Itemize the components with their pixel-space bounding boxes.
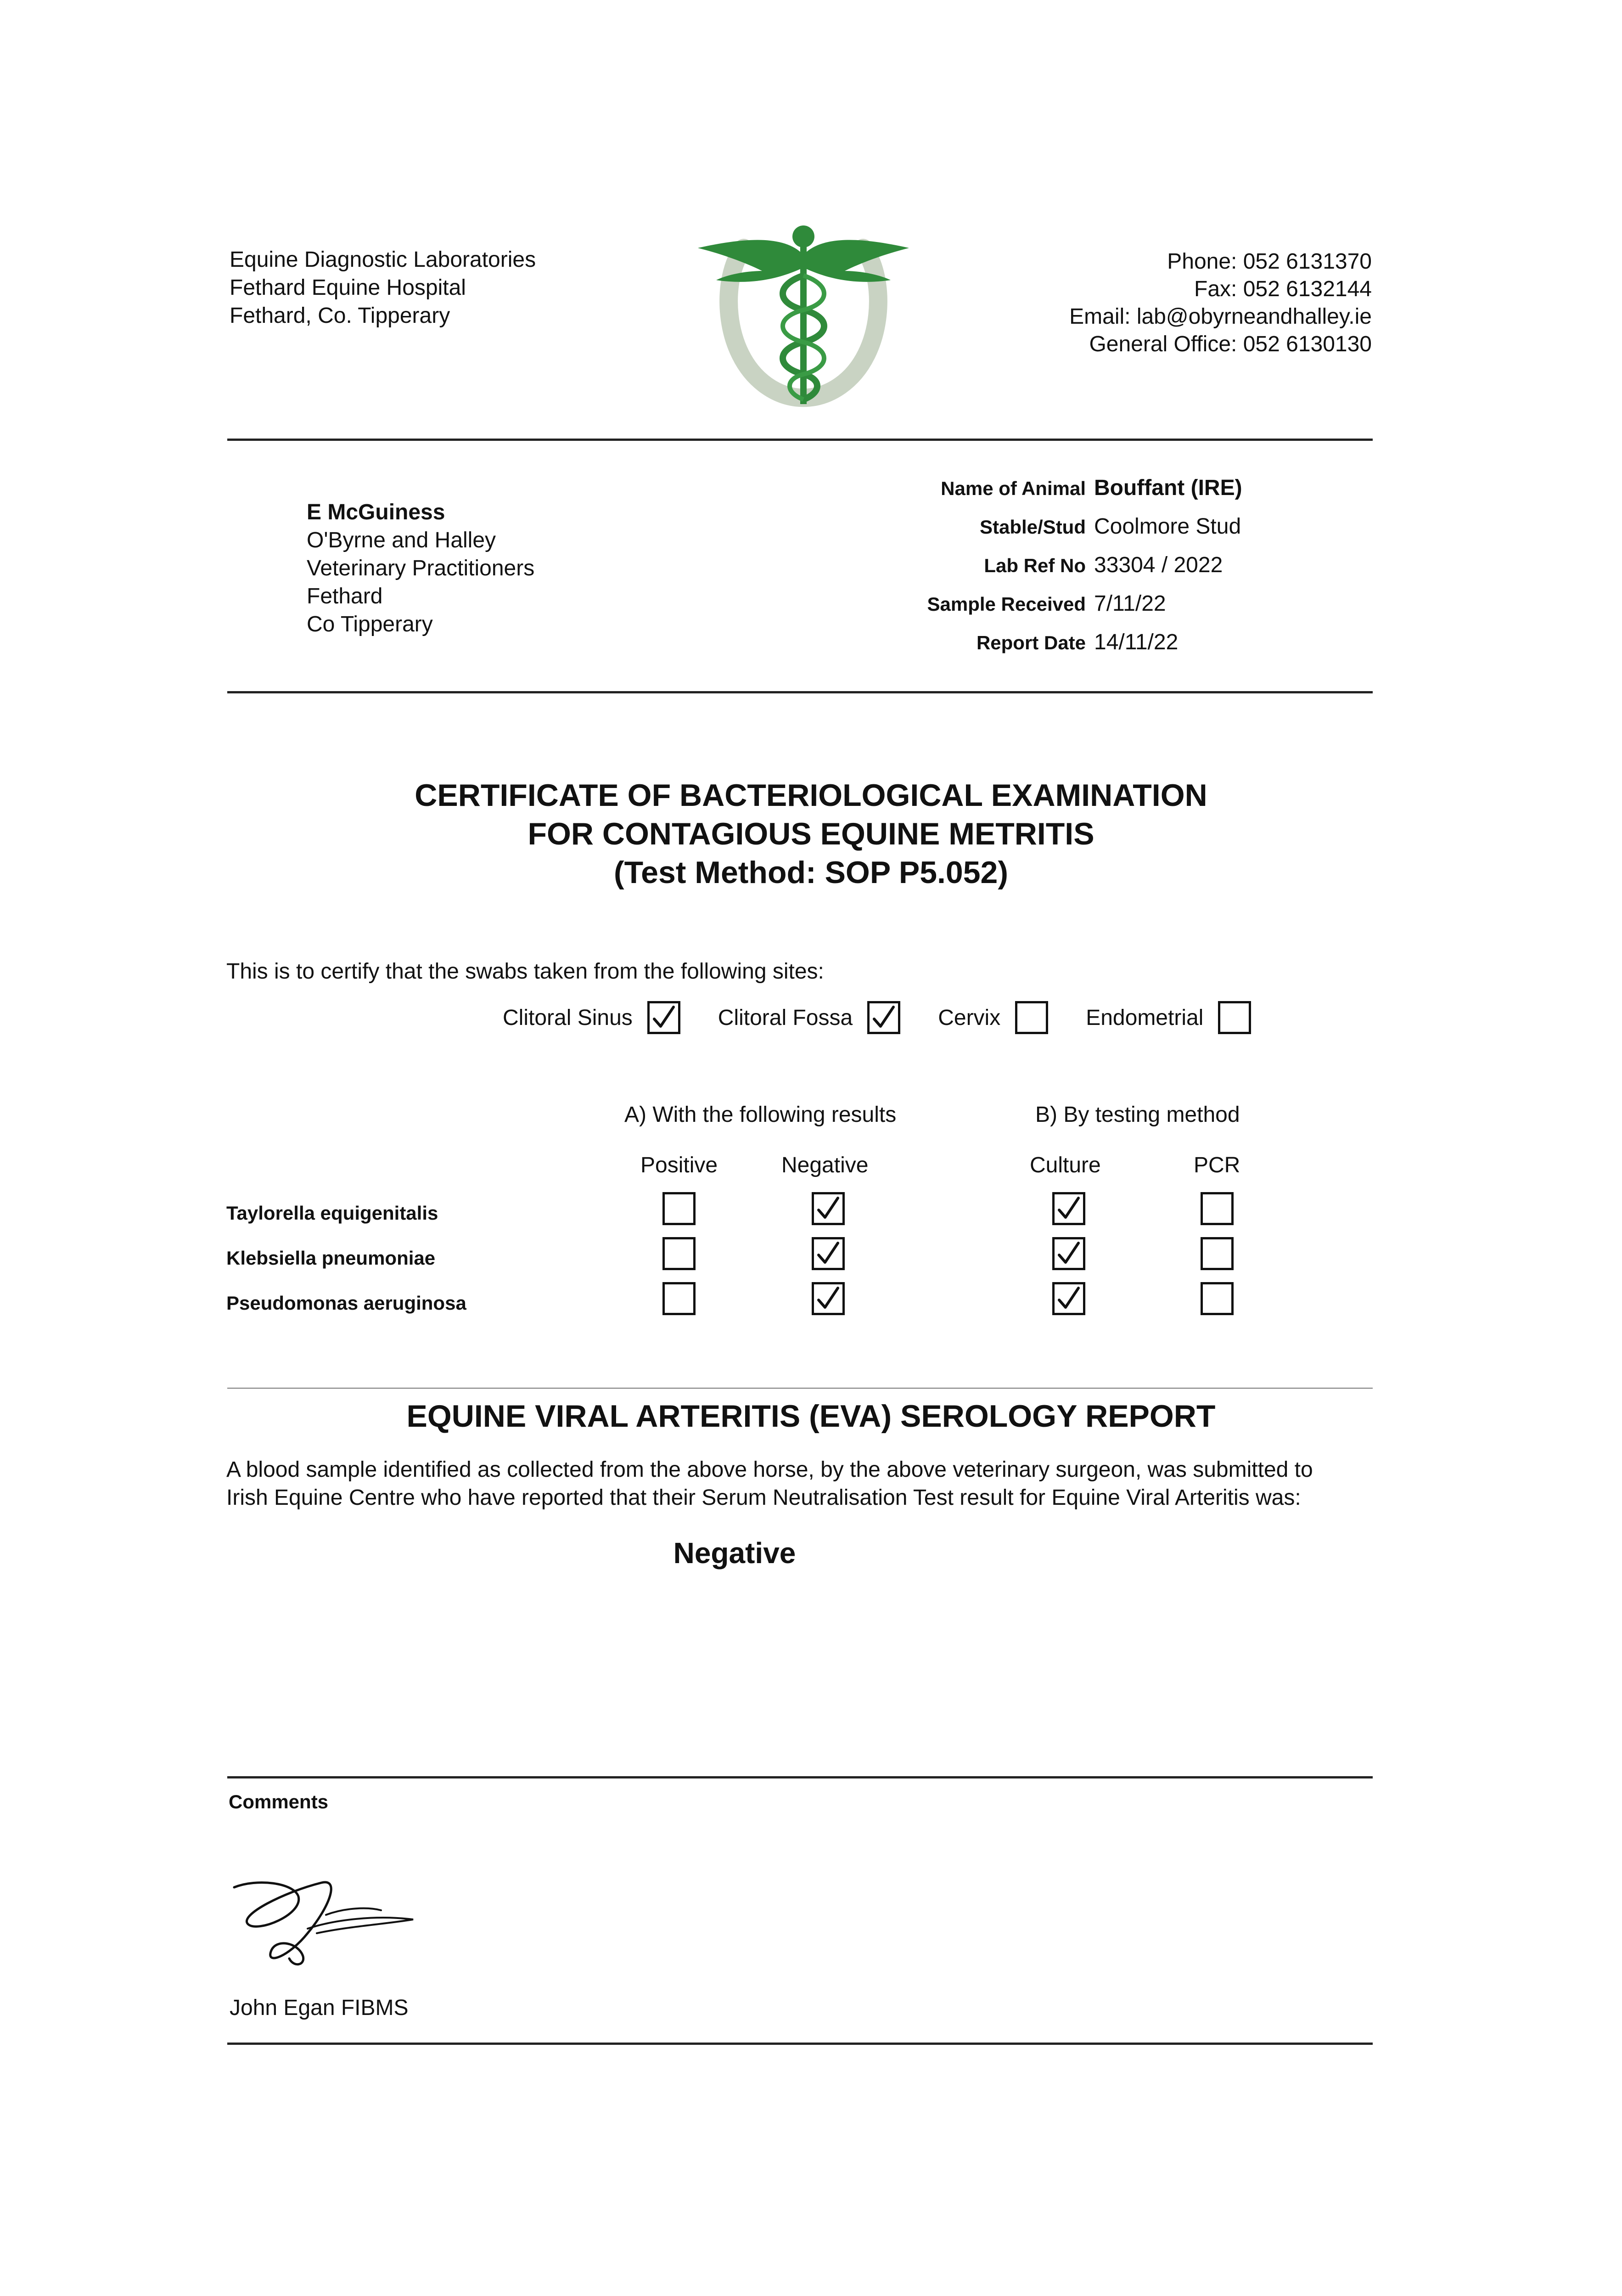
checkbox-negative[interactable] bbox=[812, 1237, 845, 1270]
detail-value: 33304 / 2022 bbox=[1094, 553, 1223, 577]
detail-value: 14/11/22 bbox=[1094, 630, 1179, 654]
checkbox[interactable] bbox=[867, 1001, 900, 1034]
eva-title: EQUINE VIRAL ARTERITIS (EVA) SEROLOGY REPORT bbox=[406, 1399, 1216, 1434]
checkbox-positive[interactable] bbox=[662, 1237, 696, 1270]
col-pcr: PCR bbox=[1194, 1153, 1240, 1177]
checkmark-icon bbox=[651, 1004, 677, 1031]
divider bbox=[227, 1388, 1373, 1389]
site-clitoral-sinus bbox=[503, 1001, 680, 1034]
title-line: (Test Method: SOP P5.052) bbox=[614, 855, 1008, 890]
checkbox-positive[interactable] bbox=[662, 1282, 696, 1315]
lab-address-line: Fethard Equine Hospital bbox=[230, 276, 466, 300]
caduceus-horseshoe-logo bbox=[689, 220, 918, 413]
office-line: General Office: 052 6130130 bbox=[1089, 332, 1372, 356]
organism-name: Pseudomonas aeruginosa bbox=[226, 1292, 466, 1314]
vet-name: E McGuiness bbox=[307, 500, 445, 524]
checkbox-positive[interactable] bbox=[662, 1192, 696, 1225]
site-endometrial bbox=[1086, 1001, 1251, 1034]
title-line: CERTIFICATE OF BACTERIOLOGICAL EXAMINATION bbox=[415, 778, 1207, 813]
organism-name: Klebsiella pneumoniae bbox=[226, 1247, 436, 1269]
checkmark-icon bbox=[815, 1240, 842, 1267]
checkbox[interactable] bbox=[647, 1001, 680, 1034]
checkmark-icon bbox=[1055, 1195, 1082, 1222]
signature-icon bbox=[230, 1864, 432, 1975]
vet-address-line: Co Tipperary bbox=[307, 612, 433, 636]
checkbox-culture[interactable] bbox=[1052, 1192, 1085, 1225]
detail-row-animal bbox=[895, 475, 1242, 514]
fax-line: Fax: 052 6132144 bbox=[1194, 277, 1372, 301]
col-negative: Negative bbox=[781, 1153, 869, 1177]
divider bbox=[227, 439, 1373, 441]
detail-label: Lab Ref No bbox=[984, 555, 1086, 576]
detail-value: Coolmore Stud bbox=[1094, 514, 1241, 539]
site-label: Endometrial bbox=[1086, 1005, 1204, 1030]
eva-result: Negative bbox=[673, 1536, 796, 1570]
checkmark-icon bbox=[1055, 1285, 1082, 1312]
divider bbox=[227, 2043, 1373, 2045]
checkbox-culture[interactable] bbox=[1052, 1282, 1085, 1315]
divider bbox=[227, 691, 1373, 693]
certify-text: This is to certify that the swabs taken from the following sites: bbox=[226, 959, 824, 984]
col-positive: Positive bbox=[640, 1153, 718, 1177]
site-label: Cervix bbox=[938, 1005, 1001, 1030]
lab-address bbox=[230, 246, 536, 330]
eva-text-line: Irish Equine Centre who have reported that their Serum Neutralisation Test result for Equine Viral Arteritis was: bbox=[226, 1486, 1301, 1510]
detail-label: Sample Received bbox=[927, 593, 1086, 615]
detail-label: Stable/Stud bbox=[979, 516, 1086, 538]
detail-value: 7/11/22 bbox=[1094, 591, 1166, 616]
checkbox-negative[interactable] bbox=[812, 1192, 845, 1225]
vet-address-line: Veterinary Practitioners bbox=[307, 556, 535, 580]
eva-text-line: A blood sample identified as collected from the above horse, by the above veterinary surgeon, was submitted to bbox=[226, 1458, 1313, 1482]
email-line: Email: lab@obyrneandhalley.ie bbox=[1069, 304, 1372, 329]
checkmark-icon bbox=[815, 1285, 842, 1312]
divider bbox=[227, 1776, 1373, 1778]
lab-address-line: Equine Diagnostic Laboratories bbox=[230, 248, 536, 272]
vet-address-line: Fethard bbox=[307, 584, 383, 608]
lab-address-line: Fethard, Co. Tipperary bbox=[230, 304, 450, 328]
animal-details bbox=[895, 475, 1242, 668]
results-header-b: B) By testing method bbox=[1035, 1103, 1240, 1127]
vet-address bbox=[307, 498, 534, 638]
checkbox-culture[interactable] bbox=[1052, 1237, 1085, 1270]
signer-name: John Egan FIBMS bbox=[230, 1996, 409, 2020]
detail-row-stable bbox=[895, 514, 1242, 552]
site-clitoral-fossa bbox=[718, 1001, 900, 1034]
checkbox-pcr[interactable] bbox=[1201, 1192, 1234, 1225]
checkmark-icon bbox=[815, 1195, 842, 1222]
checkbox[interactable] bbox=[1015, 1001, 1048, 1034]
checkbox-pcr[interactable] bbox=[1201, 1237, 1234, 1270]
title-line: FOR CONTAGIOUS EQUINE METRITIS bbox=[528, 816, 1094, 851]
detail-label: Name of Animal bbox=[941, 478, 1086, 499]
detail-value: Bouffant (IRE) bbox=[1094, 476, 1242, 500]
vet-address-line: O'Byrne and Halley bbox=[307, 528, 496, 552]
checkbox-negative[interactable] bbox=[812, 1282, 845, 1315]
lab-contact bbox=[1069, 248, 1372, 358]
results-header-a: A) With the following results bbox=[624, 1103, 897, 1127]
detail-label: Report Date bbox=[976, 632, 1086, 653]
checkbox-pcr[interactable] bbox=[1201, 1282, 1234, 1315]
phone-line: Phone: 052 6131370 bbox=[1167, 249, 1372, 274]
site-label: Clitoral Fossa bbox=[718, 1005, 853, 1030]
site-label: Clitoral Sinus bbox=[503, 1005, 633, 1030]
detail-row-report-date bbox=[895, 630, 1242, 668]
col-culture: Culture bbox=[1030, 1153, 1101, 1177]
checkmark-icon bbox=[1055, 1240, 1082, 1267]
comments-label: Comments bbox=[229, 1791, 329, 1812]
checkmark-icon bbox=[870, 1004, 897, 1031]
detail-row-received bbox=[895, 591, 1242, 630]
detail-row-labref bbox=[895, 552, 1242, 591]
checkbox[interactable] bbox=[1218, 1001, 1251, 1034]
site-cervix bbox=[938, 1001, 1048, 1034]
certificate-title bbox=[0, 776, 1622, 892]
swab-sites bbox=[503, 1001, 1289, 1034]
organism-name: Taylorella equigenitalis bbox=[226, 1202, 438, 1224]
eva-description bbox=[226, 1456, 1397, 1512]
